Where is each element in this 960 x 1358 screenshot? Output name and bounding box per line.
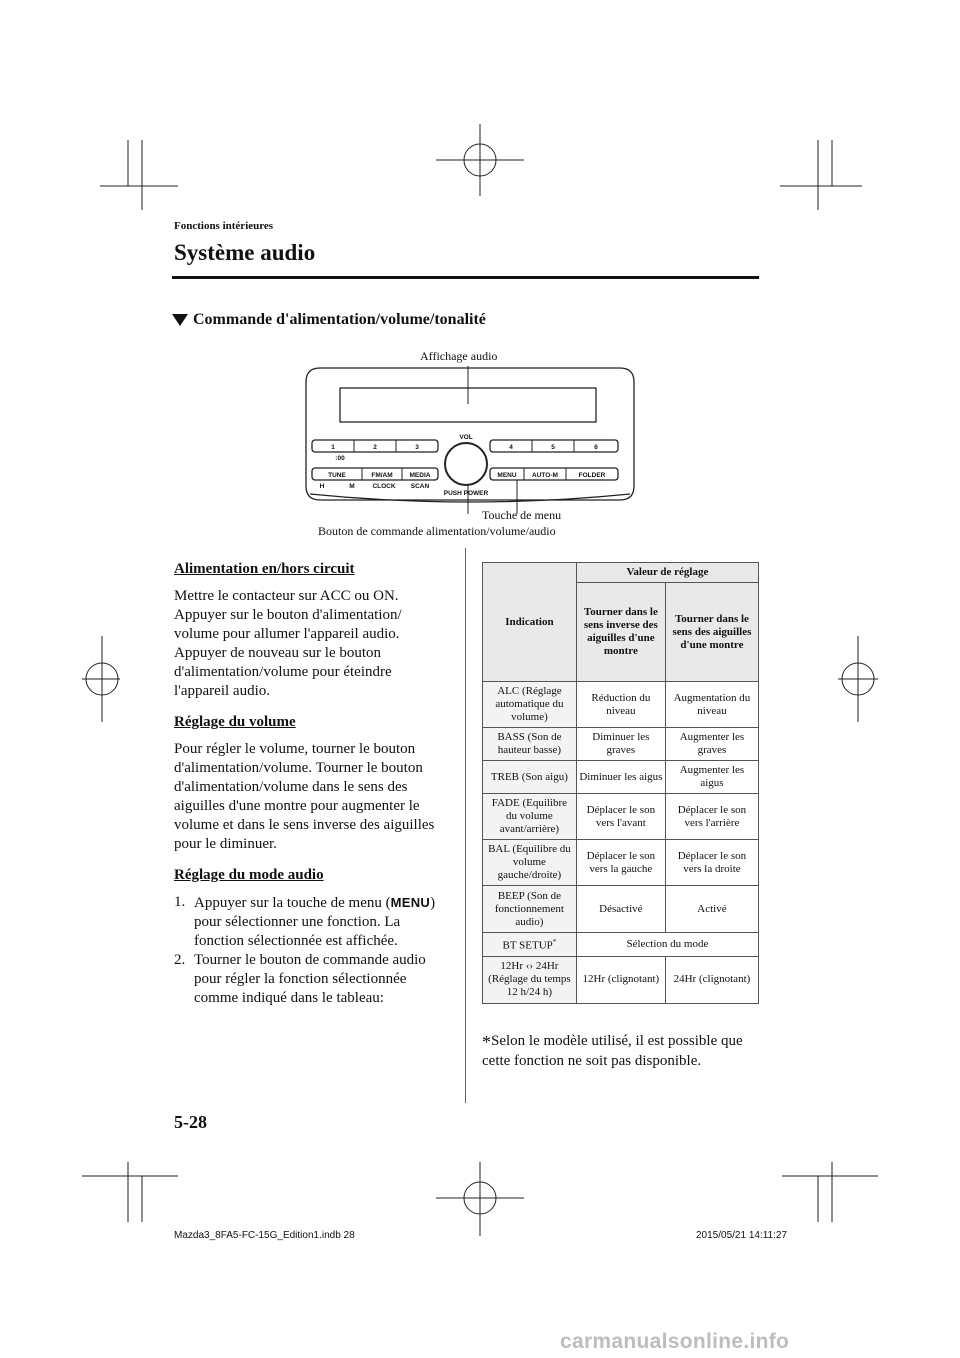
list-item — [174, 951, 446, 1008]
table-row: BEEP (Son de fonctionnement audio) Désactivé Activé — [483, 886, 759, 933]
left-column — [174, 560, 446, 1008]
preset-1: 1 — [331, 444, 335, 451]
m-label: M — [349, 483, 355, 490]
push-power-label: PUSH POWER — [443, 490, 489, 497]
folder-button-label: FOLDER — [578, 472, 606, 479]
mode-steps — [174, 893, 446, 1008]
page-title: Système audio — [174, 240, 316, 265]
watermark: carmanualsonline.info — [560, 1330, 790, 1353]
step-number: 1. — [174, 894, 186, 910]
mode-heading: Réglage du mode audio — [174, 867, 324, 883]
step-number: 2. — [174, 952, 186, 968]
label-menu-key: Touche de menu — [482, 508, 562, 522]
menu-button-label: MENU — [497, 472, 517, 479]
col-cw-header: Tourner dans le sens des aiguilles d'une montre — [665, 583, 758, 682]
preset-4: 4 — [509, 444, 513, 451]
vol-label: VOL — [459, 434, 473, 441]
preset-6: 6 — [594, 444, 598, 451]
preset-3: 3 — [415, 444, 419, 451]
table-row: BASS (Son de hauteur basse) Diminuer les graves Augmenter les graves — [483, 728, 759, 761]
footnote-star: * — [482, 1032, 491, 1052]
preset-5: 5 — [551, 444, 555, 451]
page-number: 5-28 — [174, 1112, 207, 1132]
h-label: H — [319, 483, 325, 490]
power-text: Mettre le contacteur sur ACC ou ON. Appuyer sur le bouton d'alimentation/ volume pour allumer l'appareil audio. Appuyer de nouveau sur le bouton d'alimentation/volume pour éteindre l'appareil audio. — [174, 588, 402, 699]
tune-button-label: TUNE — [328, 472, 346, 479]
settings-table — [482, 562, 759, 1004]
table-row: FADE (Equilibre du volume avant/arrière) Déplacer le son vers l'avant Déplacer le son vers l'arrière — [483, 794, 759, 840]
table-row: BAL (Equilibre du volume gauche/droite) Déplacer le son vers la gauche Déplacer le son vers la droite — [483, 840, 759, 886]
volume-text: Pour régler le volume, tourner le bouton d'alimentation/volume. Tourner le bouton d'alimentation/volume dans le sens des aiguilles d'une montre pour augmenter le volume et dans le sens inverse des aiguilles pour le diminuer. — [174, 741, 435, 852]
autom-button-label: AUTO-M — [532, 472, 558, 479]
footnote — [482, 1032, 772, 1071]
print-info-date: 2015/05/21 14:11:27 — [696, 1230, 788, 1241]
subsection-heading — [172, 311, 486, 329]
label-display: Affichage audio — [420, 349, 498, 363]
table-row: TREB (Son aigu) Diminuer les aigus Augmenter les aigus — [483, 761, 759, 794]
list-item — [174, 893, 446, 951]
column-divider — [465, 548, 466, 1103]
volume-heading: Réglage du volume — [174, 714, 296, 730]
audio-unit-illustration — [300, 364, 640, 514]
menu-key-icon: MENU — [390, 895, 431, 910]
preset-2: 2 — [373, 444, 377, 451]
table-row: ALC (Réglage automatique du volume) Réduction du niveau Augmentation du niveau — [483, 682, 759, 728]
step-2-text: Tourner le bouton de commande audio pour régler la fonction sélectionnée comme indiqué dans le tableau: — [194, 952, 426, 1006]
col-ccw-header: Tourner dans le sens inverse des aiguilles d'une montre — [576, 583, 665, 682]
col-value-header: Valeur de réglage — [576, 563, 758, 583]
chevrons-left-right-icon: ‹› — [525, 960, 534, 973]
media-button-label: MEDIA — [409, 472, 431, 479]
fmam-button-label: FM/AM — [371, 472, 393, 479]
label-knob: Bouton de commande alimentation/volume/audio — [318, 524, 556, 538]
table-row: BT SETUP* Sélection du mode — [483, 933, 759, 957]
footnote-text: Selon le modèle utilisé, il est possible que cette fonction ne soit pas disponible. — [482, 1033, 743, 1069]
col-indication-header: Indication — [483, 563, 577, 682]
triangle-down-icon — [172, 314, 188, 326]
table-row: 12Hr ‹› 24Hr (Réglage du temps 12 h/24 h) 12Hr (clignotant) 24Hr (clignotant) — [483, 956, 759, 1003]
scan-label: SCAN — [410, 483, 430, 490]
section-label: Fonctions intérieures — [174, 220, 274, 232]
colon00-label: :00 — [335, 455, 345, 462]
power-heading: Alimentation en/hors circuit — [174, 561, 355, 577]
print-info-file: Mazda3_8FA5-FC-15G_Edition1.indb 28 — [174, 1230, 355, 1241]
clock-label: CLOCK — [372, 483, 396, 490]
step-1-text: Appuyer sur la touche de menu (MENU) pour sélectionner une fonction. La fonction sélectionnée est affichée. — [194, 895, 436, 949]
subsection-title: Commande d'alimentation/volume/tonalité — [193, 311, 486, 328]
title-rule — [172, 276, 759, 279]
